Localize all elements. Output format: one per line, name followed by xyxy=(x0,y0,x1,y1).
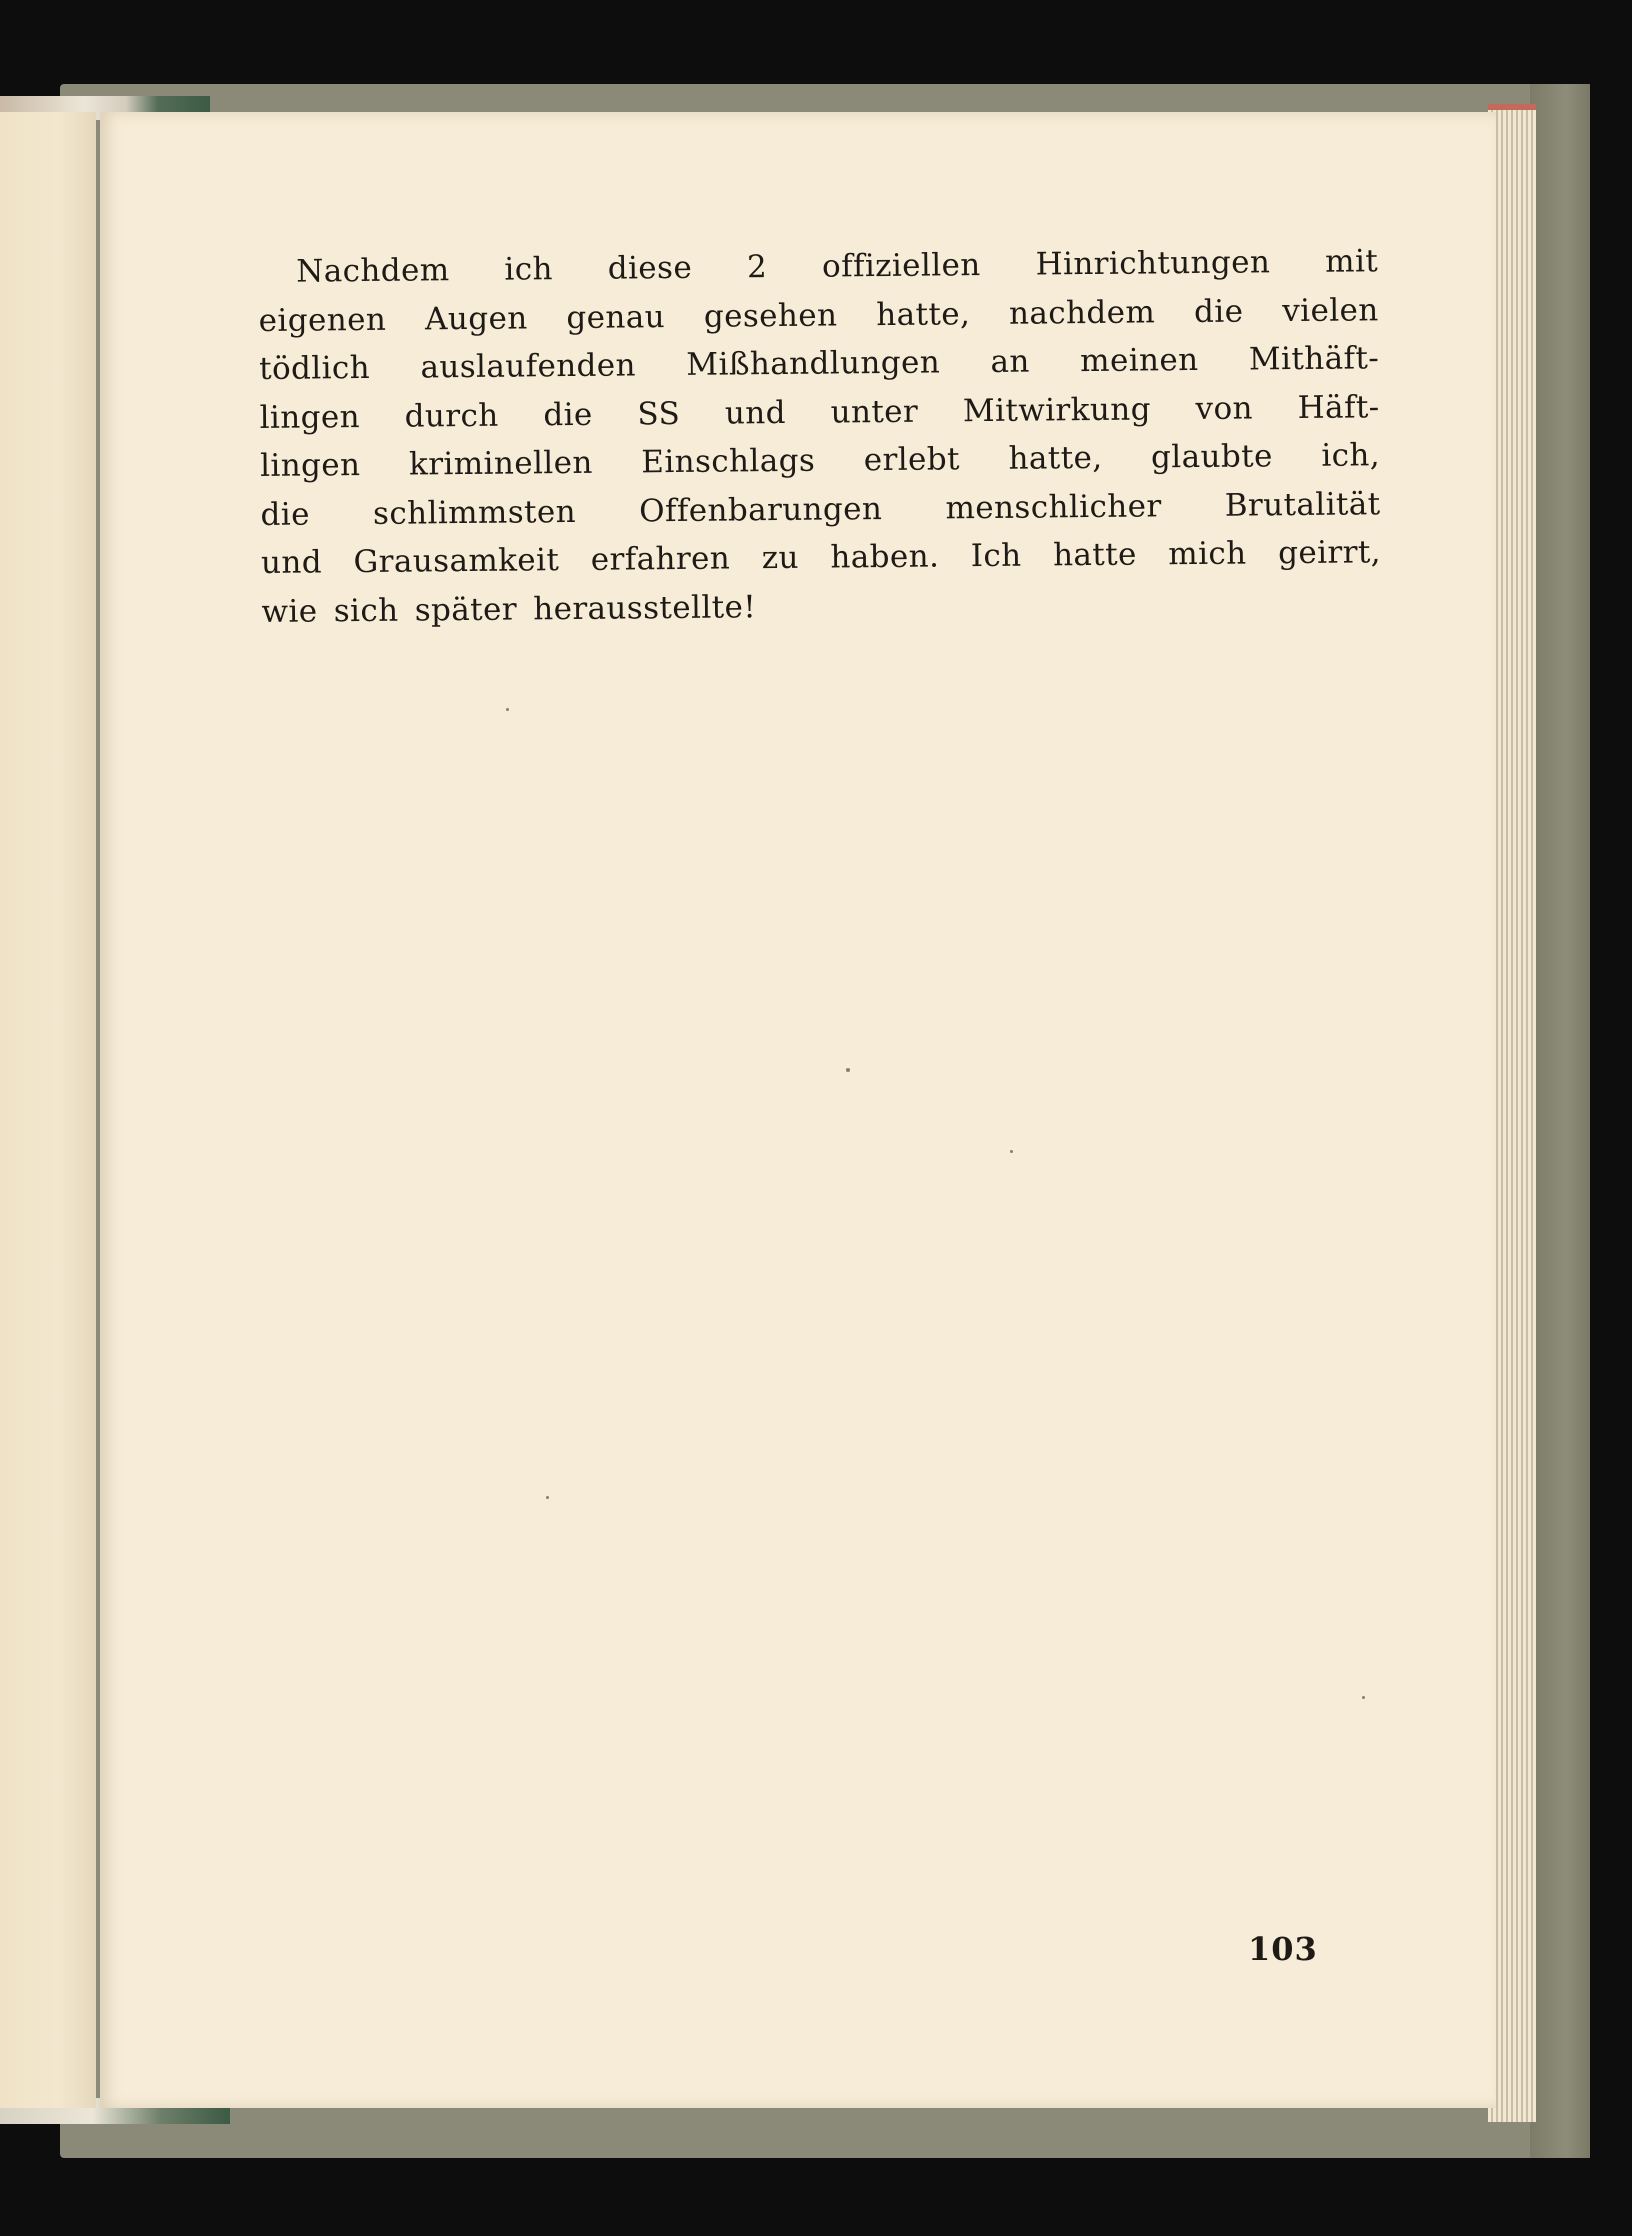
paper-speck xyxy=(846,1068,850,1072)
paper-speck xyxy=(506,708,509,711)
left-page-edge xyxy=(0,112,96,2108)
text-line: lingen kriminellen Einschlags erlebt hatte, glaubte ich, xyxy=(259,437,1381,484)
text-line: und Grausamkeit erfahren zu haben. Ich hatte mich geirrt, xyxy=(260,534,1382,581)
text-line: wie sich später herausstellte! xyxy=(261,588,757,630)
page-number: 103 xyxy=(1248,1930,1318,1968)
paper-speck xyxy=(1010,1150,1013,1153)
paragraph xyxy=(258,237,1382,636)
cover-edge xyxy=(1530,84,1590,2158)
text-line: eigenen Augen genau gesehen hatte, nachdem die vielen xyxy=(258,291,1379,339)
text-line: tödlich auslaufenden Mißhandlungen an meinen Mithäft- xyxy=(258,340,1380,387)
paper-speck xyxy=(1362,1696,1365,1699)
book-page xyxy=(100,112,1496,2108)
text-line: Nachdem ich diese 2 offiziellen Hinrichtungen mit xyxy=(296,243,1379,290)
paper-speck xyxy=(546,1496,549,1499)
text-line: die schlimmsten Offenbarungen menschlicher Brutalität xyxy=(260,485,1381,533)
text-line: lingen durch die SS und unter Mitwirkung von Häft- xyxy=(259,388,1380,436)
